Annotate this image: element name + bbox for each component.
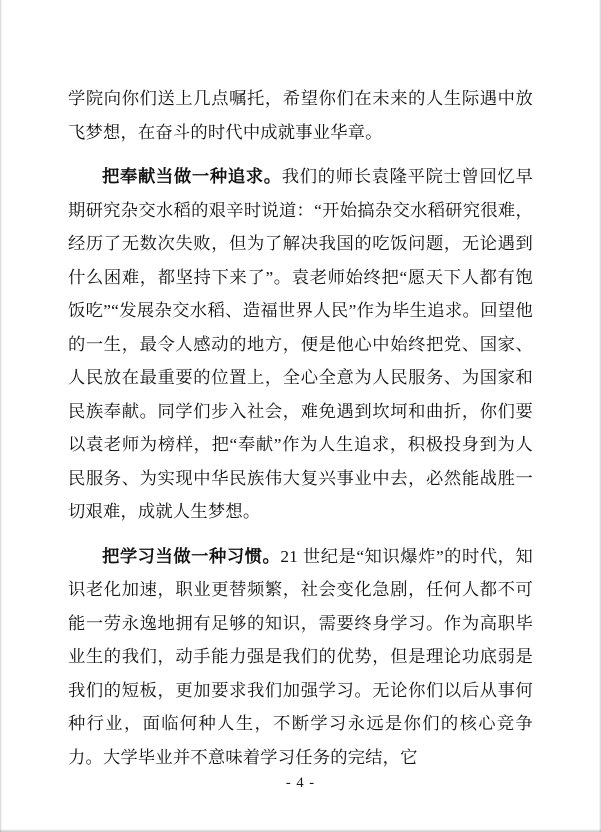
paragraph-3-lead: 把学习当做一种习惯。 [102, 546, 281, 566]
page-number: - 4 - [285, 775, 316, 791]
page-body-text [68, 82, 533, 774]
paragraph-3 [68, 540, 533, 775]
paragraph-3-text: 21 世纪是“知识爆炸”的时代，知识老化加速，职业更替频繁，社会变化急剧，任何人都不可能一劳永逸地拥有足够的知识，需要终身学习。作为高职毕业生的我们，动手能力强是我们的优势，但是理论功底弱是我们的短板，更加要求我们加强学习。无论你们以后从事何种行业，面临何种人生，不断学习永远是你们的核心竞争力。大学毕业并不意味着学习任务的完结，它 [68, 546, 533, 767]
page-top-margin [0, 0, 601, 3]
page-edge-left [0, 0, 2, 832]
paragraph-2-text: 我们的师长袁隆平院士曾回忆早期研究杂交水稻的艰辛时说道：“开始搞杂交水稻研究很难，经历了无数次失败，但为了解决我国的吃饭问题，无论遇到什么困难，都坚持下来了”。袁老师始终把“愿天下人都有饱饭吃”“发展杂交水稻、造福世界人民”作为毕生追求。回望他的一生，最令人感动的地方，便是他心中始终把党、国家、人民放在最重要的位置上，全心全意为人民服务、为国家和民族奉献。同学们步入社会，难免遇到坎坷和曲折，你们要以袁老师为榜样，把“奉献”作为人生追求，积极投身到为人民服务、为实现中华民族伟大复兴事业中去，必然能战胜一切艰难，成就人生梦想。 [68, 167, 533, 521]
paragraph-2 [68, 160, 533, 529]
paragraph-2-lead: 把奉献当做一种追求。 [102, 167, 282, 186]
paragraph-1 [68, 82, 533, 149]
paragraph-1-text: 学院向你们送上几点嘱托，希望你们在未来的人生际遇中放飞梦想，在奋斗的时代中成就事业华章。 [68, 89, 533, 142]
